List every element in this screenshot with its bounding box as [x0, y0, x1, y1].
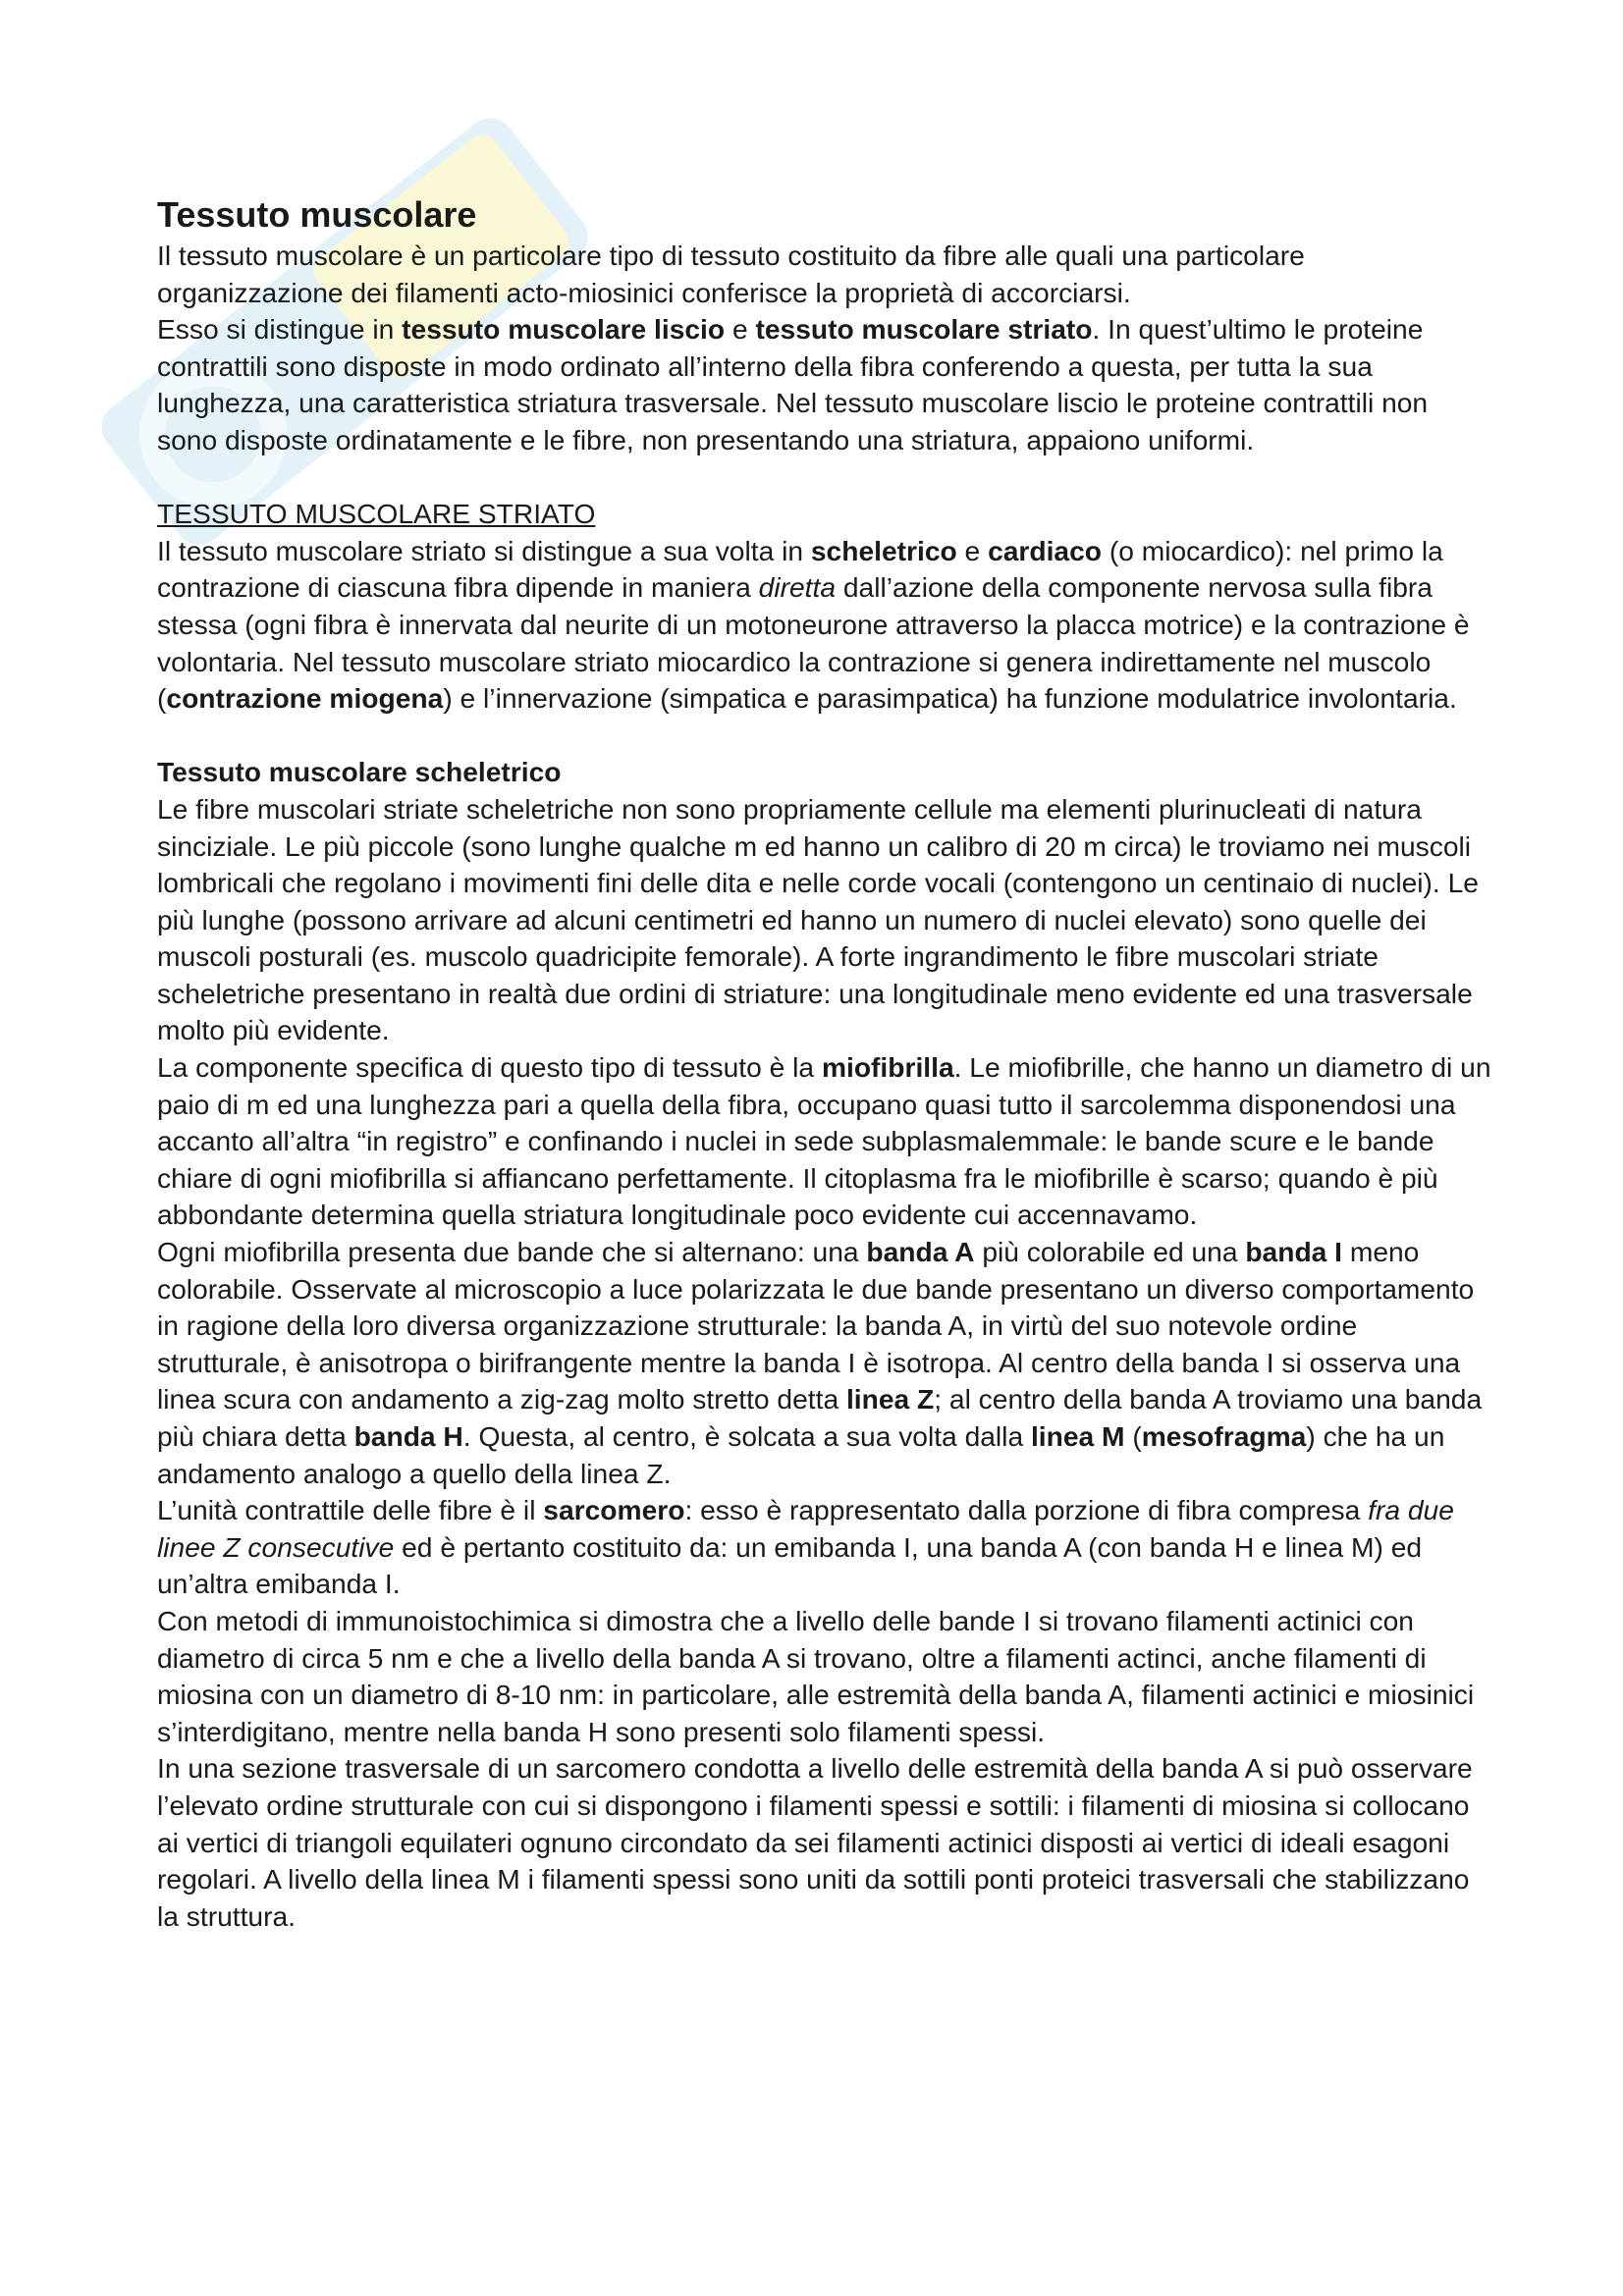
paragraph [157, 1049, 1492, 1234]
bold-term: miofibrilla [821, 1051, 954, 1084]
paragraph [157, 791, 1492, 1049]
bold-term: contrazione miogena [166, 682, 444, 715]
text-run: ; al centro della banda A troviamo una banda più chiara detta [157, 1383, 1483, 1452]
paragraph [157, 1492, 1492, 1603]
text-run: m ed una lunghezza pari a quella della fibra, occupano quasi tutto il sarcolemma disponendosi una accanto all’altra “in registro” e confinando i nuclei in sede subplasmalemmale: le bande scure e le bande chiare di ogni miofibrilla si affiancano perfettamente. Il citoplasma fra le miofibrille è scarso; quando è più abbondante determina quella striatura longitudinale poco evidente cui accennavamo. [157, 1088, 1456, 1231]
document-page [157, 192, 1492, 1935]
text-run: più colorabile ed una [974, 1236, 1246, 1268]
paragraph [157, 311, 1492, 458]
text-run: e [956, 534, 989, 566]
bold-term: linea M [1030, 1420, 1125, 1452]
text-run: : esso è rappresentato dalla porzione di fibra compresa [684, 1494, 1369, 1526]
text-run: . Questa, al centro, è solcata a sua volta dalla [462, 1420, 1031, 1452]
section-heading-scheletrico: Tessuto muscolare scheletrico [157, 756, 562, 788]
bold-term: banda A [866, 1236, 975, 1268]
bold-term: banda I [1245, 1236, 1343, 1268]
text-run: Con metodi di immunoistochimica si dimostra che a livello delle bande I si trovano filamenti actinici con diametro di circa 5 nm e che a livello della banda A si trovano, oltre a filamenti actinci, anche filamenti di miosina con un diametro di 8-10 nm: in particolare, alle estremità della banda A, filamenti actinici e miosinici s’interdigitano, mentre nella banda H sono presenti solo filamenti spessi. [157, 1604, 1475, 1747]
text-run: (o miocardico): nel primo la contrazione di ciascuna fibra dipende in maniera [157, 534, 1443, 604]
text-run: Le fibre muscolari striate scheletriche non sono propriamente cellule ma elementi plurinucleati di natura sinciziale. Le più piccole (sono lunghe qualche [157, 792, 1422, 862]
bold-term: mesofragma [1141, 1420, 1307, 1452]
text-run: Ogni miofibrilla presenta due bande che si alternano: una [157, 1236, 867, 1268]
text-run: . Le miofibrille, che hanno un diametro di un paio di [157, 1051, 1491, 1120]
bold-term: linea Z [845, 1383, 935, 1415]
text-run: e [725, 313, 756, 346]
paragraph [157, 1234, 1492, 1492]
text-run: La componente specifica di questo tipo di tessuto è la [157, 1051, 822, 1084]
bold-term: scheletrico [810, 534, 957, 566]
text-run: Esso si distingue in [157, 313, 403, 346]
striato-section [157, 533, 1492, 718]
bold-term: sarcomero [543, 1494, 685, 1526]
text-run: In una sezione trasversale di un sarcomero condotta a livello delle estremità della banda A si può osservare l’elevato ordine strutturale con cui si dispongono i filamenti spessi e sottili: i filamenti di miosina si collocano ai vertici di triangoli equilateri ognuno circondato da sei filamenti actinici disposti ai vertici di ideali esagoni regolari. A livello della linea M i filamenti spessi sono uniti da sottili ponti proteici trasversali che stabilizzano la struttura. [157, 1752, 1473, 1932]
text-run: L’unità contrattile delle fibre è il [157, 1494, 544, 1526]
text-run: ed è pertanto costituito da: un emibanda I, una banda A (con banda H e linea M) ed un’altra emibanda I. [157, 1530, 1423, 1600]
text-run: Il tessuto muscolare striato si distingue a sua volta in [157, 534, 811, 566]
paragraph [157, 1750, 1492, 1935]
text-run: dall’azione della componente nervosa sulla fibra stessa (ogni fibra è innervata dal neurite di un motoneurone attraverso la placca motrice) e la contrazione è volontaria. Nel tessuto muscolare striato miocardico la contrazione si genera indirettamente nel muscolo ( [157, 571, 1470, 715]
paragraph [157, 533, 1492, 718]
scheletrico-section [157, 791, 1492, 1935]
italic-term: fra due linee Z consecutive [157, 1494, 1454, 1563]
bold-term: cardiaco [988, 534, 1103, 566]
section-heading-striato: TESSUTO MUSCOLARE STRIATO [157, 498, 596, 530]
paragraph [157, 238, 1492, 311]
bold-term: tessuto muscolare liscio [402, 313, 726, 346]
italic-term: diretta [758, 571, 837, 604]
text-run: meno colorabile. Osservate al microscopio a luce polarizzata le due bande presentano un diverso comportamento in ragione della loro diversa organizzazione strutturale: la banda A, in virtù del suo notevole ordine strutturale, è anisotropa o birifrangente mentre la banda I è isotropa. Al centro della banda I si osserva una linea scura con andamento a zig-zag molto stretto detta [157, 1236, 1475, 1415]
text-run: ) che ha un andamento analogo a quello della linea Z. [157, 1420, 1445, 1489]
text-run: ) e l’innervazione (simpatica e parasimpatica) ha funzione modulatrice involontaria. [443, 682, 1457, 715]
intro-section [157, 238, 1492, 459]
text-run: m circa) le troviamo nei muscoli lombricali che regolano i movimenti fini delle dita e nelle corde vocali (contengono un centinaio di nuclei). Le più lunghe (possono arrivare ad alcuni centimetri ed hanno un numero di nuclei elevato) sono quelle dei muscoli posturali (es. muscolo quadricipite femorale). A forte ingrandimento le fibre muscolari striate scheletriche presentano in realtà due ordini di striature: una longitudinale meno evidente ed una trasversale molto più evidente. [157, 829, 1479, 1046]
paragraph [157, 1603, 1492, 1750]
text-run: . In quest’ultimo le proteine contrattili sono disposte in modo ordinato all’interno della fibra conferendo a questa, per tutta la sua lunghezza, una caratteristica striatura trasversale. Nel tessuto muscolare liscio le proteine contrattili non sono disposte ordinatamente e le fibre, non presentando una striatura, appaiono uniformi. [157, 313, 1429, 455]
text-run: m ed hanno un calibro di 20 [733, 829, 1084, 862]
bold-term: banda H [353, 1420, 463, 1452]
text-run: Il tessuto muscolare è un particolare tipo di tessuto costituito da fibre alle quali una particolare organizzazione dei filamenti acto-miosinici conferisce la proprietà di accorciarsi. [157, 240, 1305, 308]
text-run: ( [1124, 1420, 1142, 1452]
bold-term: tessuto muscolare striato [755, 313, 1093, 346]
document-title: Tessuto muscolare [157, 194, 477, 235]
